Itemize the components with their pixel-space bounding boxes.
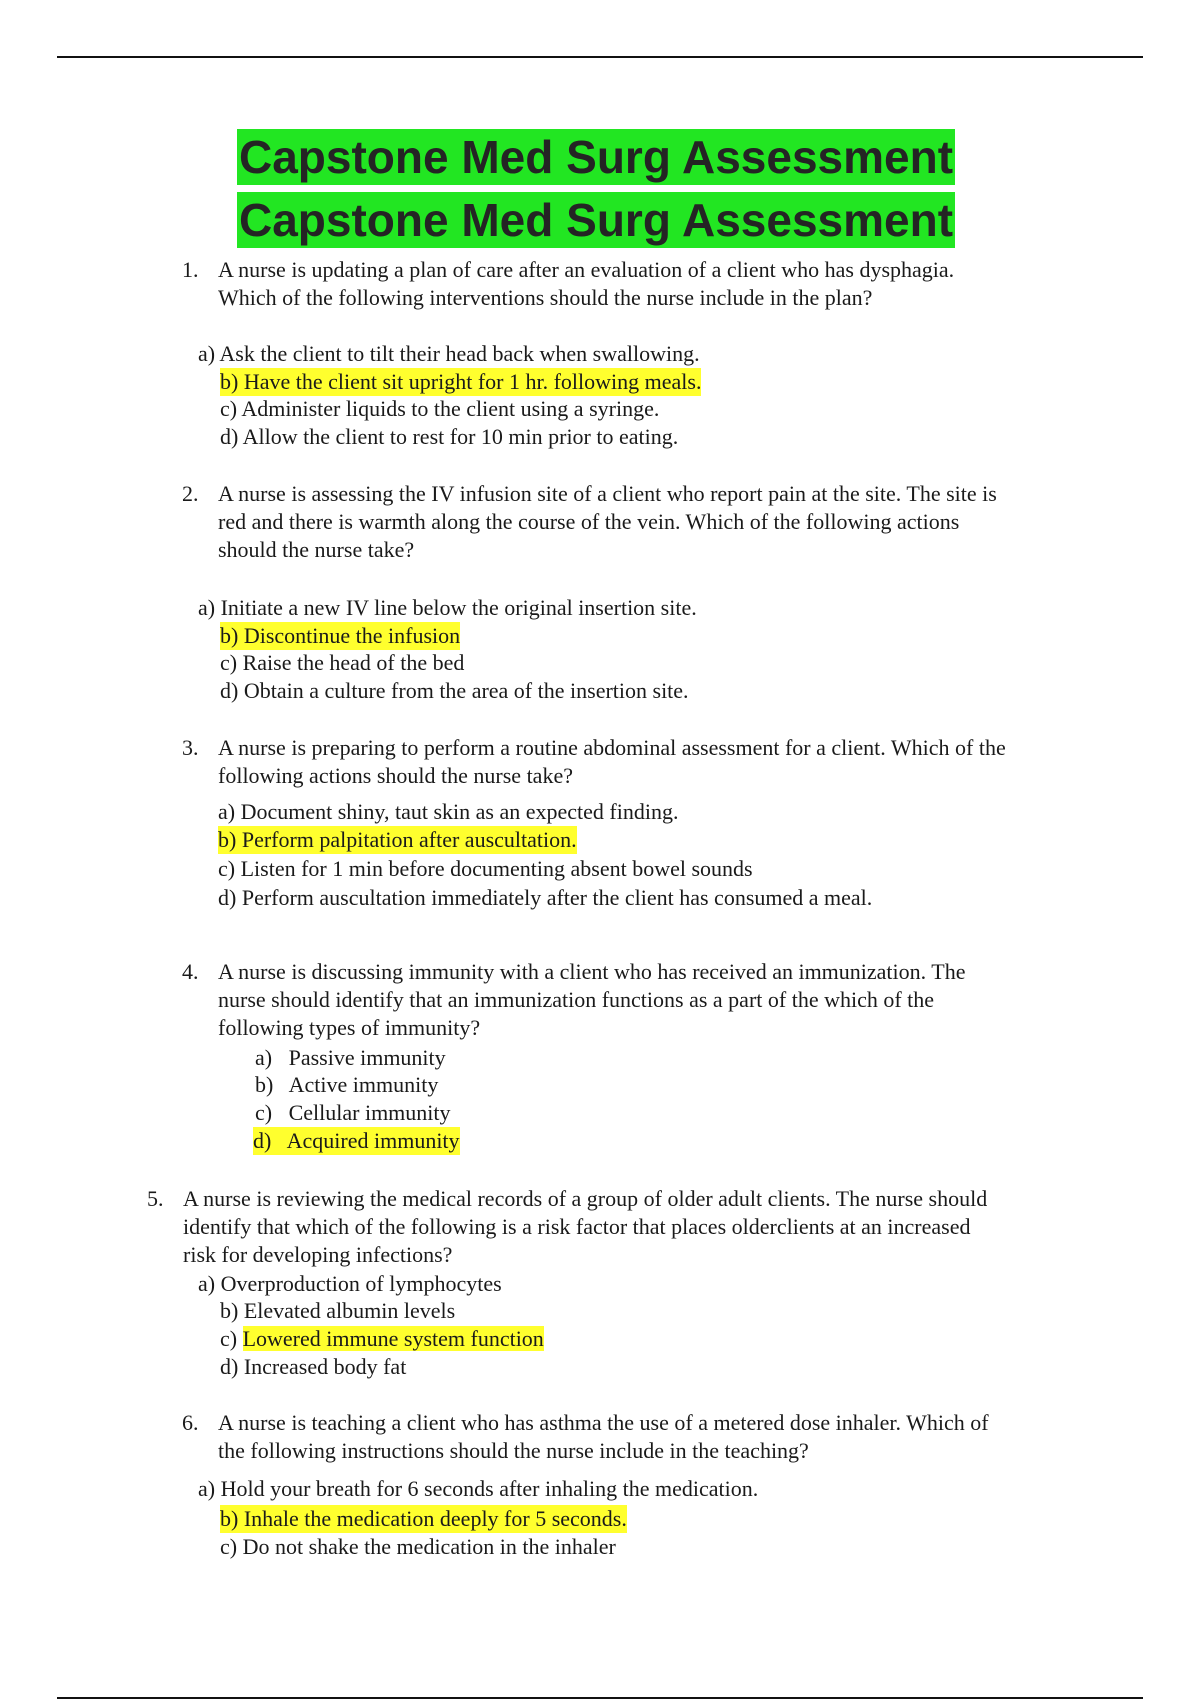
option-6c: [220, 1533, 616, 1561]
option-text: Obtain a culture from the area of the insertion site.: [243, 678, 689, 703]
question-number: 1.: [182, 257, 199, 282]
option-3d: [218, 884, 872, 912]
question-stem-line: the following instructions should the nurse include in the teaching?: [218, 1438, 809, 1463]
option-2b-correct: [220, 622, 460, 650]
question-stem-line: following types of immunity?: [218, 1015, 481, 1040]
option-label: b): [220, 1298, 239, 1323]
option-label: d): [220, 678, 239, 703]
option-4c: [255, 1099, 451, 1127]
question-number: 4.: [182, 959, 199, 984]
option-label: c): [220, 650, 238, 675]
option-label: c): [255, 1100, 273, 1125]
question-stem-line: nurse should identify that an immunization functions as a part of the which of the: [218, 987, 935, 1012]
option-2d: [220, 677, 689, 705]
question-stem-line: Which of the following interventions should the nurse include in the plan?: [218, 285, 873, 310]
option-2c: [220, 649, 464, 677]
option-text: Overproduction of lymphocytes: [220, 1271, 502, 1296]
question-stem-line: A nurse is discussing immunity with a client who has received an immunization. The: [218, 959, 966, 984]
option-label: b): [220, 369, 239, 394]
question-stem-line: red and there is warmth along the course of the vein. Which of the following actions: [218, 509, 960, 534]
option-label: c): [220, 1326, 238, 1351]
option-6a: [198, 1475, 758, 1503]
option-text: Elevated albumin levels: [243, 1298, 456, 1323]
option-3c: [218, 855, 753, 883]
page-title-repeat: Capstone Med Surg Assessment: [239, 194, 954, 246]
question-stem-line: risk for developing infections?: [183, 1242, 453, 1267]
question-stem-line: identify that which of the following is a risk factor that places olderclients at an increased: [183, 1214, 971, 1239]
option-1a: [198, 340, 700, 368]
option-1b-correct: [220, 368, 701, 396]
option-label: a): [255, 1045, 273, 1070]
option-4b: [255, 1071, 438, 1099]
option-5b: [220, 1297, 455, 1325]
option-text: Document shiny, taut skin as an expected finding.: [240, 799, 679, 824]
option-text: Raise the head of the bed: [242, 650, 465, 675]
option-label: b): [220, 1506, 239, 1531]
option-text: Perform auscultation immediately after the client has consumed a meal.: [241, 885, 873, 910]
option-6b-correct: [220, 1505, 627, 1533]
question-number: 6.: [182, 1410, 199, 1435]
option-5a: [198, 1270, 502, 1298]
option-text: Perform palpitation after auscultation.: [241, 827, 577, 852]
option-5c-correct: [220, 1325, 544, 1353]
question-stem-line: A nurse is reviewing the medical records of a group of older adult clients. The nurse should: [183, 1186, 988, 1211]
option-3a: [218, 798, 678, 826]
option-label: b): [220, 623, 239, 648]
option-text: Listen for 1 min before documenting absent bowel sounds: [240, 856, 753, 881]
option-text: Lowered immune system function: [242, 1326, 544, 1351]
option-label: a): [198, 595, 216, 620]
question-stem-line: should the nurse take?: [218, 537, 415, 562]
option-text: Administer liquids to the client using a syringe.: [241, 396, 660, 421]
bottom-rule: [57, 1697, 1143, 1699]
option-label: a): [218, 799, 236, 824]
option-text: Hold your breath for 6 seconds after inhaling the medication.: [220, 1476, 759, 1501]
option-3b-correct: [218, 826, 577, 854]
option-text: Initiate a new IV line below the original insertion site.: [220, 595, 697, 620]
option-label: d): [253, 1128, 272, 1153]
top-rule: [57, 56, 1143, 58]
option-2a: [198, 594, 697, 622]
question-number: 2.: [182, 481, 199, 506]
option-label: d): [220, 1354, 239, 1379]
option-4d-correct: [253, 1127, 460, 1155]
option-text: Ask the client to tilt their head back when swallowing.: [219, 341, 700, 366]
question-number: 5.: [147, 1186, 164, 1211]
option-label: a): [198, 341, 216, 366]
question-stem-line: following actions should the nurse take?: [218, 763, 573, 788]
option-text: Increased body fat: [243, 1354, 407, 1379]
option-text: Have the client sit upright for 1 hr. following meals.: [243, 369, 702, 394]
option-text: Passive immunity: [288, 1045, 446, 1070]
option-label: a): [198, 1271, 216, 1296]
option-text: Cellular immunity: [288, 1100, 451, 1125]
option-label: c): [220, 1534, 238, 1559]
option-label: a): [198, 1476, 216, 1501]
option-label: d): [220, 424, 239, 449]
option-text: Do not shake the medication in the inhaler: [242, 1534, 616, 1559]
option-label: b): [255, 1072, 274, 1097]
option-label: d): [218, 885, 237, 910]
page-title: Capstone Med Surg Assessment: [239, 131, 954, 183]
option-text: Discontinue the infusion: [243, 623, 461, 648]
question-stem-line: A nurse is assessing the IV infusion site of a client who report pain at the site. The site is: [218, 481, 997, 506]
option-label: c): [220, 396, 238, 421]
option-1d: [220, 423, 678, 451]
question-stem-line: A nurse is updating a plan of care after an evaluation of a client who has dysphagia.: [218, 257, 955, 282]
option-text: Allow the client to rest for 10 min prior to eating.: [242, 424, 679, 449]
option-text: Active immunity: [288, 1072, 439, 1097]
option-label: c): [218, 856, 236, 881]
option-4a: [255, 1044, 446, 1072]
option-label: b): [218, 827, 237, 852]
question-number: 3.: [182, 735, 199, 760]
option-text: Acquired immunity: [286, 1128, 460, 1153]
question-stem-line: A nurse is teaching a client who has asthma the use of a metered dose inhaler. Which of: [218, 1410, 989, 1435]
option-text: Inhale the medication deeply for 5 seconds.: [243, 1506, 627, 1531]
option-1c: [220, 395, 659, 423]
question-stem-line: A nurse is preparing to perform a routine abdominal assessment for a client. Which of the: [218, 735, 1006, 760]
option-5d: [220, 1353, 406, 1381]
